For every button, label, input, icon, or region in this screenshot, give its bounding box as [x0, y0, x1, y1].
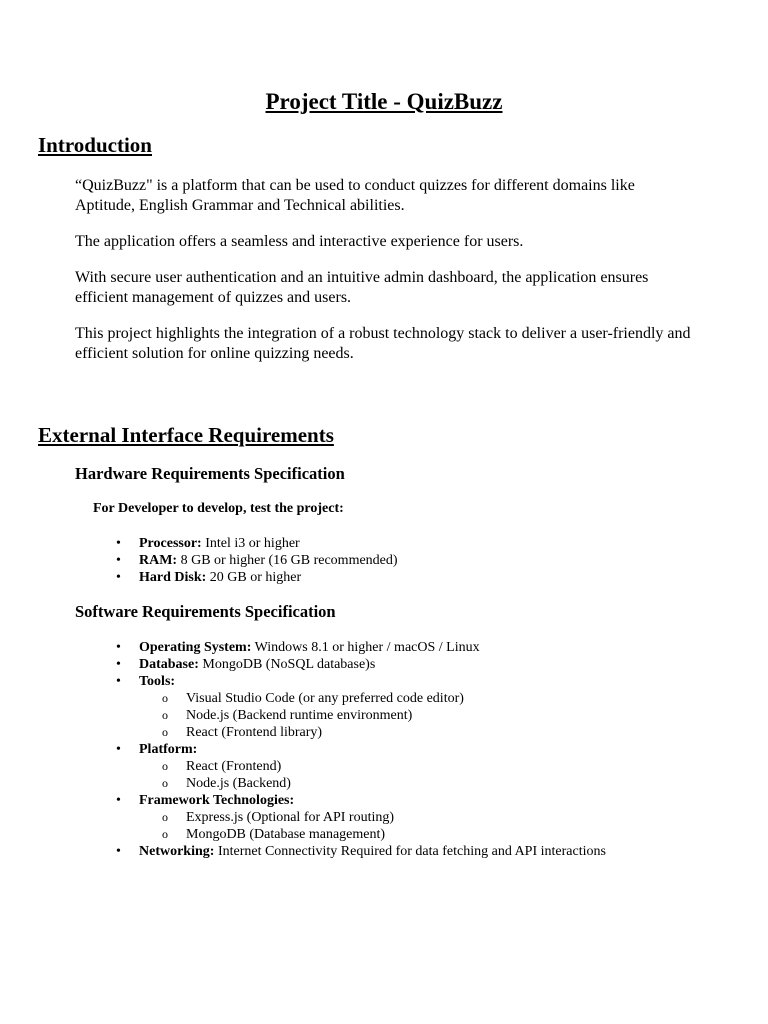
- sub-bullet-icon: o: [162, 776, 168, 790]
- item-value: Windows 8.1 or higher / macOS / Linux: [251, 640, 480, 655]
- bullet-icon: •: [116, 657, 121, 672]
- sub-bullet-icon: o: [162, 827, 168, 841]
- bullet-icon: •: [116, 742, 121, 757]
- list-item-tools: [116, 673, 176, 690]
- item-value: Internet Connectivity Required for data fetching and API interactions: [214, 844, 606, 859]
- sub-item-text: React (Frontend): [186, 759, 282, 774]
- sub-item-text: React (Frontend library): [186, 725, 323, 740]
- item-label: Platform:: [139, 742, 198, 757]
- bullet-icon: •: [116, 844, 121, 859]
- intro-paragraph-4: This project highlights the integration of a robust technology stack to deliver a user-friendly and efficient solution for online quizzing needs.: [75, 325, 691, 362]
- sub-item-text: Node.js (Backend): [186, 776, 291, 791]
- item-value: 8 GB or higher (16 GB recommended): [177, 553, 398, 568]
- list-item-operating-system: [116, 639, 480, 656]
- intro-paragraph-1: “QuizBuzz" is a platform that can be used to conduct quizzes for different domains like Aptitude, English Grammar and Technical abilities.: [75, 177, 635, 214]
- introduction-heading: Introduction: [38, 133, 152, 157]
- list-item-networking: [116, 843, 606, 860]
- sub-item-text: Visual Studio Code (or any preferred code editor): [186, 691, 464, 706]
- bullet-icon: •: [116, 536, 121, 551]
- sub-bullet-icon: o: [162, 759, 168, 773]
- page-title: Project Title - QuizBuzz: [265, 89, 503, 114]
- sub-list-item: [162, 826, 386, 843]
- bullet-icon: •: [116, 640, 121, 655]
- bullet-icon: •: [116, 793, 121, 808]
- item-value: MongoDB (NoSQL database)s: [198, 657, 376, 672]
- sub-list-item: [162, 758, 282, 775]
- external-interface-heading: External Interface Requirements: [38, 423, 334, 447]
- item-label: Tools:: [139, 674, 176, 689]
- item-value: Intel i3 or higher: [201, 536, 300, 551]
- sub-list-item: [162, 724, 323, 741]
- sub-bullet-icon: o: [162, 725, 168, 739]
- sub-list-item: [162, 775, 291, 792]
- sub-bullet-icon: o: [162, 708, 168, 722]
- list-item-hard-disk: [116, 569, 302, 586]
- item-label: Operating System:: [139, 640, 252, 655]
- item-label: RAM:: [139, 553, 178, 568]
- item-label: Hard Disk:: [139, 570, 207, 585]
- intro-paragraph-2: The application offers a seamless and interactive experience for users.: [75, 233, 524, 250]
- bullet-icon: •: [116, 570, 121, 585]
- hardware-subheading: For Developer to develop, test the project:: [93, 501, 344, 516]
- item-label: Framework Technologies:: [139, 793, 295, 808]
- list-item-platform: [116, 741, 198, 758]
- sub-list-item: [162, 707, 413, 724]
- sub-item-text: Express.js (Optional for API routing): [186, 810, 395, 825]
- hardware-heading: Hardware Requirements Specification: [75, 464, 345, 483]
- list-item-database: [116, 656, 376, 673]
- sub-item-text: MongoDB (Database management): [186, 827, 386, 842]
- list-item-ram: [116, 552, 398, 569]
- bullet-icon: •: [116, 553, 121, 568]
- item-label: Processor:: [139, 536, 202, 551]
- software-heading: Software Requirements Specification: [75, 602, 336, 621]
- item-value: 20 GB or higher: [206, 570, 302, 585]
- sub-list-item: [162, 809, 395, 826]
- sub-bullet-icon: o: [162, 810, 168, 824]
- sub-bullet-icon: o: [162, 691, 168, 705]
- list-item-framework-technologies: [116, 792, 295, 809]
- sub-list-item: [162, 690, 464, 707]
- item-label: Database:: [139, 657, 199, 672]
- bullet-icon: •: [116, 674, 121, 689]
- sub-item-text: Node.js (Backend runtime environment): [186, 708, 413, 723]
- item-label: Networking:: [139, 844, 215, 859]
- list-item-processor: [116, 535, 300, 552]
- intro-paragraph-3: With secure user authentication and an intuitive admin dashboard, the application ensures efficient management of quizzes and users.: [75, 269, 649, 306]
